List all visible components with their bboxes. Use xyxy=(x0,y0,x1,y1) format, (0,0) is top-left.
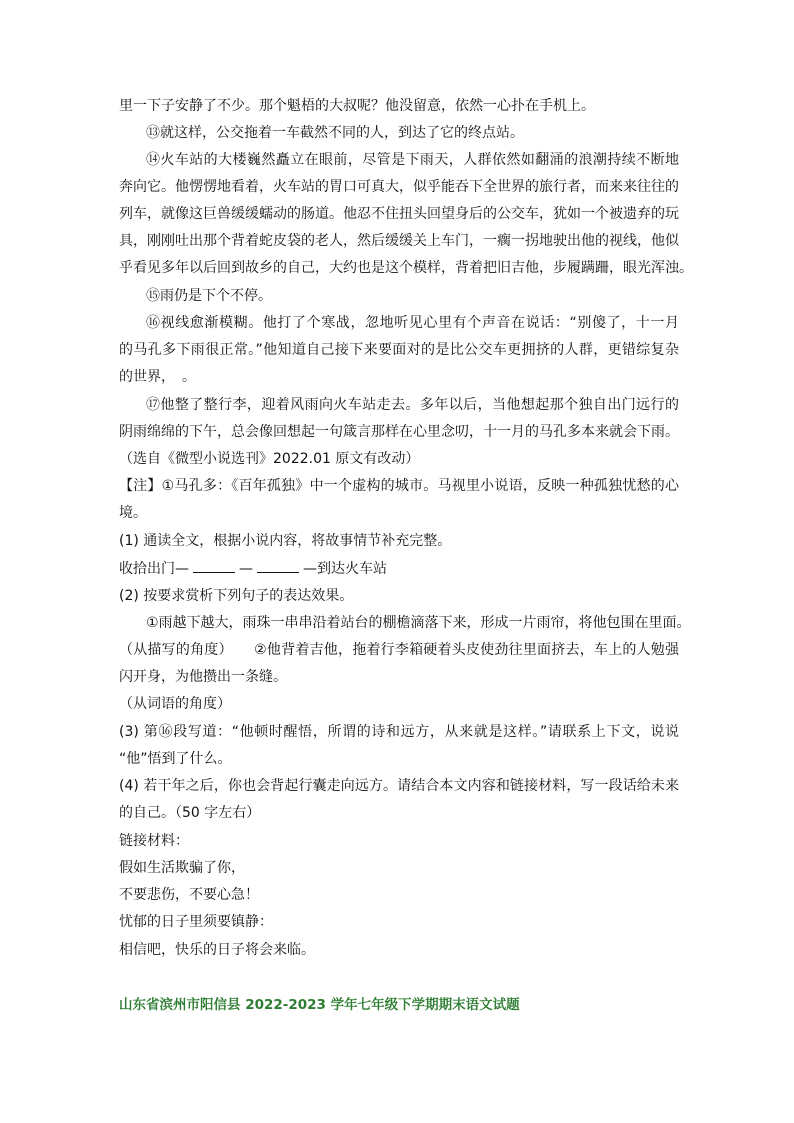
answer-blank-2[interactable] xyxy=(257,558,299,573)
question-2-sentence-2: （从描写的角度） ②他背着吉他，拖着行李箱硬着头皮使劲往里面挤去，车上的人勉强 xyxy=(119,642,679,658)
annotation-note-line-1: 【注】①马孔多：《百年孤独》中一个虚构的城市。马视里小说语，反映一种孤独忧愁的心 xyxy=(119,478,679,494)
question-2-sentence-2-tail: 闪开身，为他攒出一条缝。 xyxy=(119,669,287,685)
question-1-plot-line xyxy=(119,558,679,580)
paragraph-15: ⑮雨仍是下个不停。 xyxy=(146,288,272,304)
link-material-title: 链接材料： xyxy=(119,833,189,849)
poem-line-4: 相信吧，快乐的日子将会来临。 xyxy=(119,942,315,958)
question-2-angle-note: （从词语的角度） xyxy=(119,696,231,712)
plot-end: —到达火车站 xyxy=(303,561,387,577)
plot-start: 收拾出门— xyxy=(119,561,189,577)
paragraph-12-tail: 里一下子安静了不少。那个魁梧的大叔呢？他没留意，依然一心扑在手机上。 xyxy=(119,98,595,114)
question-2: (2) 按要求赏析下列句子的表达效果。 xyxy=(119,588,354,604)
paragraph-14-line-3: 列车，就像这巨兽缓缓蠕动的肠道。他忍不住扭头回望身后的公交车，犹如一个被遗弃的玩 xyxy=(119,206,679,222)
question-4-line-1: (4) 若干年之后，你也会背起行囊走向远方。请结合本文内容和链接材料，写一段话给未来 xyxy=(119,778,679,794)
question-2-sentence-1: ①雨越下越大，雨珠一串串沿着站台的棚檐滴落下来，形成一片雨帘，将他包围在里面。 xyxy=(146,615,691,631)
paragraph-14-line-1: ⑭火车站的大楼巍然矗立在眼前，尽管是下雨天，人群依然如翻涌的浪潮持续不断地 xyxy=(146,152,679,168)
paragraph-16-line-2: 的马孔多下雨很正常。”他知道自己接下来要面对的是比公交车更拥挤的人群，更错综复杂 xyxy=(119,342,679,358)
paragraph-17-line-1: ⑰他整了整行李，迎着风雨向火车站走去。多年以后，当他想起那个独自出门远行的 xyxy=(146,397,679,413)
annotation-note-line-2: 境。 xyxy=(119,505,147,521)
plot-dash: — xyxy=(239,561,253,577)
paragraph-14-line-4: 具，刚刚吐出那个背着蛇皮袋的老人，然后缓缓关上车门，一瘸一拐地驶出他的视线，他似 xyxy=(119,233,679,249)
paragraph-13: ⑬就这样，公交拖着一车截然不同的人，到达了它的终点站。 xyxy=(146,125,524,141)
paragraph-16-line-3: 的世界， 。 xyxy=(119,369,196,385)
question-3-line-2: “他”悟到了什么。 xyxy=(119,751,232,767)
paragraph-14-line-2: 奔向它。他愣愣地看着，火车站的胃口可真大，似乎能吞下全世界的旅行者，而来来往往的 xyxy=(119,179,679,195)
question-1: (1) 通读全文，根据小说内容，将故事情节补充完整。 xyxy=(119,533,452,549)
paragraph-17-line-2: 阴雨绵绵的下午，总会像回想起一句箴言那样在心里念叨，十一月的马孔多本来就会下雨。 xyxy=(119,424,679,440)
paragraph-16-line-1: ⑯视线愈渐模糊。他打了个寒战，忽地听见心里有个声音在说话：“别傻了，十一月 xyxy=(146,315,679,331)
poem-line-2: 不要悲伤，不要心急！ xyxy=(119,887,259,903)
poem-line-1: 假如生活欺骗了你， xyxy=(119,860,245,876)
source-citation: （选自《微型小说选刊》2022.01 原文有改动） xyxy=(119,451,420,467)
question-4-line-2: 的自己。（50 字左右） xyxy=(119,805,261,821)
paragraph-14-line-5: 乎看见多年以后回到故乡的自己，大约也是这个模样，背着把旧吉他，步履蹒跚，眼光浑浊。 xyxy=(119,260,693,276)
exam-title-footer: 山东省滨州市阳信县 2022-2023 学年七年级下学期期末语文试题 xyxy=(119,997,520,1013)
question-3-line-1: (3) 第⑯段写道：“他顿时醒悟，所谓的诗和远方，从来就是这样。”请联系上下文，说说 xyxy=(119,724,679,740)
answer-blank-1[interactable] xyxy=(193,558,235,573)
poem-line-3: 忧郁的日子里须要镇静： xyxy=(119,914,273,930)
